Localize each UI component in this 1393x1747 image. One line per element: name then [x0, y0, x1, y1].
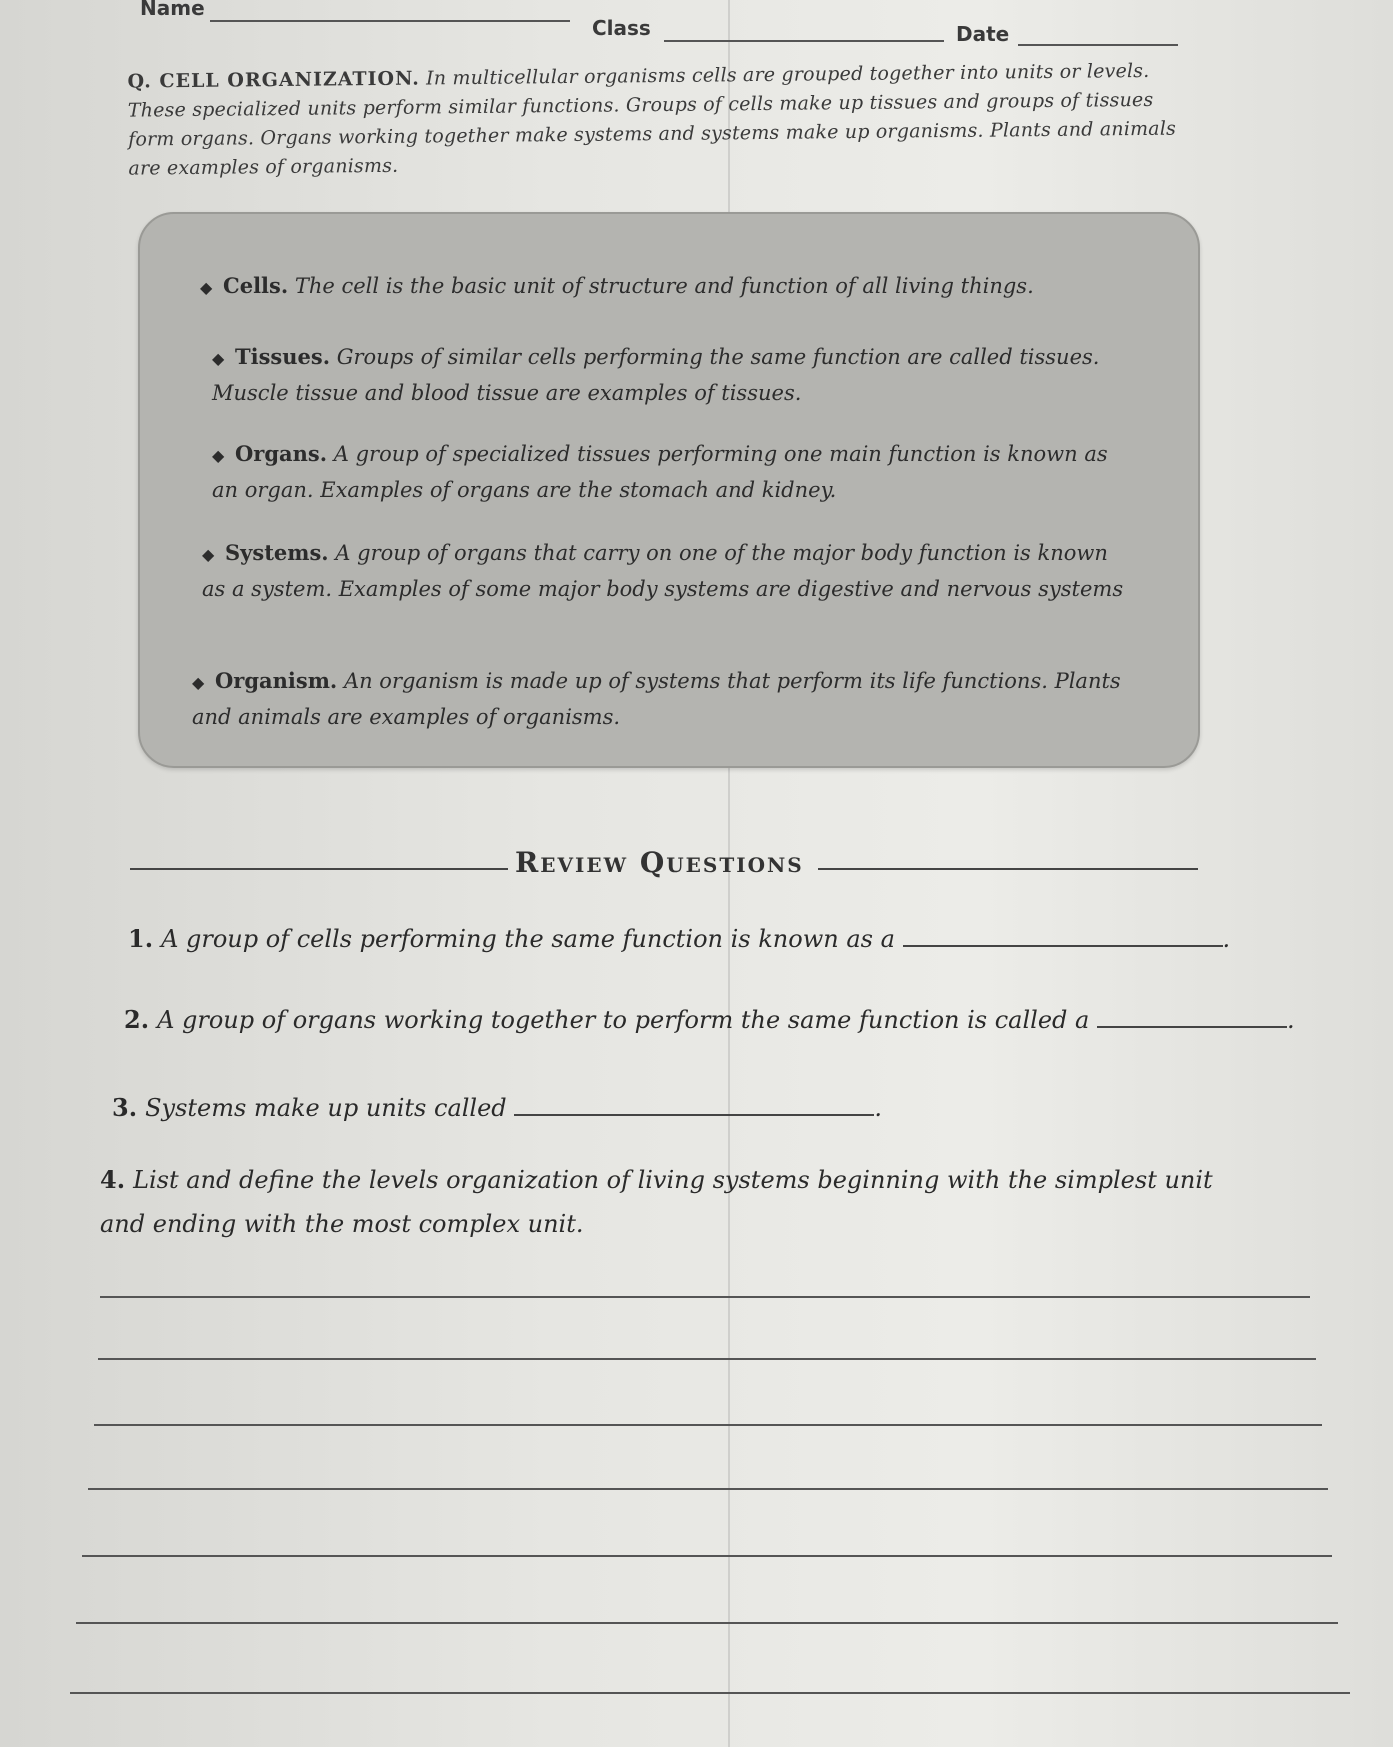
diamond-bullet-icon: ◆: [202, 545, 215, 564]
level-term: Organs.: [235, 441, 328, 466]
level-term: Systems.: [225, 540, 329, 565]
diamond-bullet-icon: ◆: [200, 278, 213, 297]
level-organs: [212, 437, 1132, 507]
answer-line-3[interactable]: [94, 1424, 1322, 1426]
question-number: 2.: [124, 1005, 150, 1034]
question-2: [124, 1005, 1295, 1034]
answer-blank[interactable]: [903, 925, 1223, 947]
date-field[interactable]: [1018, 44, 1178, 46]
name-field[interactable]: [210, 20, 570, 22]
class-label: Class: [592, 16, 651, 40]
level-text: An organism is made up of systems that perform its life functions. Plants and animals are examples of organisms.: [192, 669, 1121, 729]
question-number: 3.: [112, 1093, 138, 1122]
question-text: A group of cells performing the same function is known as a: [161, 925, 895, 953]
level-organism: [192, 664, 1132, 734]
diamond-bullet-icon: ◆: [212, 446, 225, 465]
answer-line-7[interactable]: [70, 1692, 1350, 1694]
intro-text: In multicellular organisms cells are grouped together into units or levels. These specialized units perform similar functions. Groups of cells make up tissues and groups of tissues form organs. Organs working together make systems and systems make up organisms. Plants and animals are examples of organisms.: [127, 59, 1177, 180]
diamond-bullet-icon: ◆: [212, 349, 225, 368]
level-cells: [200, 269, 1150, 305]
review-title: Review Questions: [515, 846, 804, 879]
answer-line-6[interactable]: [76, 1622, 1338, 1624]
question-4: [100, 1158, 1260, 1246]
answer-line-5[interactable]: [82, 1555, 1332, 1557]
level-text: The cell is the basic unit of structure and function of all living things.: [294, 274, 1034, 298]
level-tissues: [212, 340, 1132, 410]
question-3: [112, 1093, 882, 1122]
question-end: .: [1222, 925, 1231, 953]
levels-box: [138, 212, 1200, 768]
intro-paragraph: [127, 56, 1198, 183]
question-end: .: [874, 1094, 882, 1122]
review-rule-right: [818, 868, 1198, 870]
answer-line-2[interactable]: [98, 1358, 1316, 1360]
answer-blank[interactable]: [514, 1094, 874, 1116]
level-term: Cells.: [223, 273, 289, 298]
question-text: List and define the levels organization of living systems beginning with the simplest unit and ending with the most complex unit.: [100, 1166, 1213, 1238]
review-header: [130, 846, 1210, 886]
level-term: Tissues.: [235, 344, 331, 369]
header: [0, 0, 1393, 50]
class-field[interactable]: [664, 40, 944, 42]
intro-lead: Q. CELL ORGANIZATION.: [127, 67, 420, 93]
diamond-bullet-icon: ◆: [192, 673, 205, 692]
question-number: 1.: [128, 924, 154, 953]
question-1: [128, 924, 1230, 953]
answer-blank[interactable]: [1097, 1006, 1287, 1028]
level-text: A group of organs that carry on one of the major body function is known as a system. Examples of some major body systems are digestive and nervous systems: [202, 541, 1124, 601]
answer-line-4[interactable]: [88, 1488, 1328, 1490]
level-text: Groups of similar cells performing the same function are called tissues. Muscle tissue and blood tissue are examples of tissues.: [212, 345, 1100, 405]
date-label: Date: [956, 22, 1010, 46]
question-text: Systems make up units called: [145, 1094, 507, 1122]
question-end: .: [1286, 1006, 1295, 1034]
level-text: A group of specialized tissues performing one main function is known as an organ. Examples of organs are the stomach and kidney.: [212, 442, 1108, 502]
level-term: Organism.: [215, 668, 338, 693]
answer-line-1[interactable]: [100, 1296, 1310, 1298]
name-label: Name: [140, 0, 205, 20]
question-number: 4.: [100, 1165, 126, 1194]
review-rule-left: [130, 868, 508, 870]
question-text: A group of organs working together to perform the same function is called a: [157, 1006, 1090, 1034]
level-systems: [202, 536, 1132, 606]
